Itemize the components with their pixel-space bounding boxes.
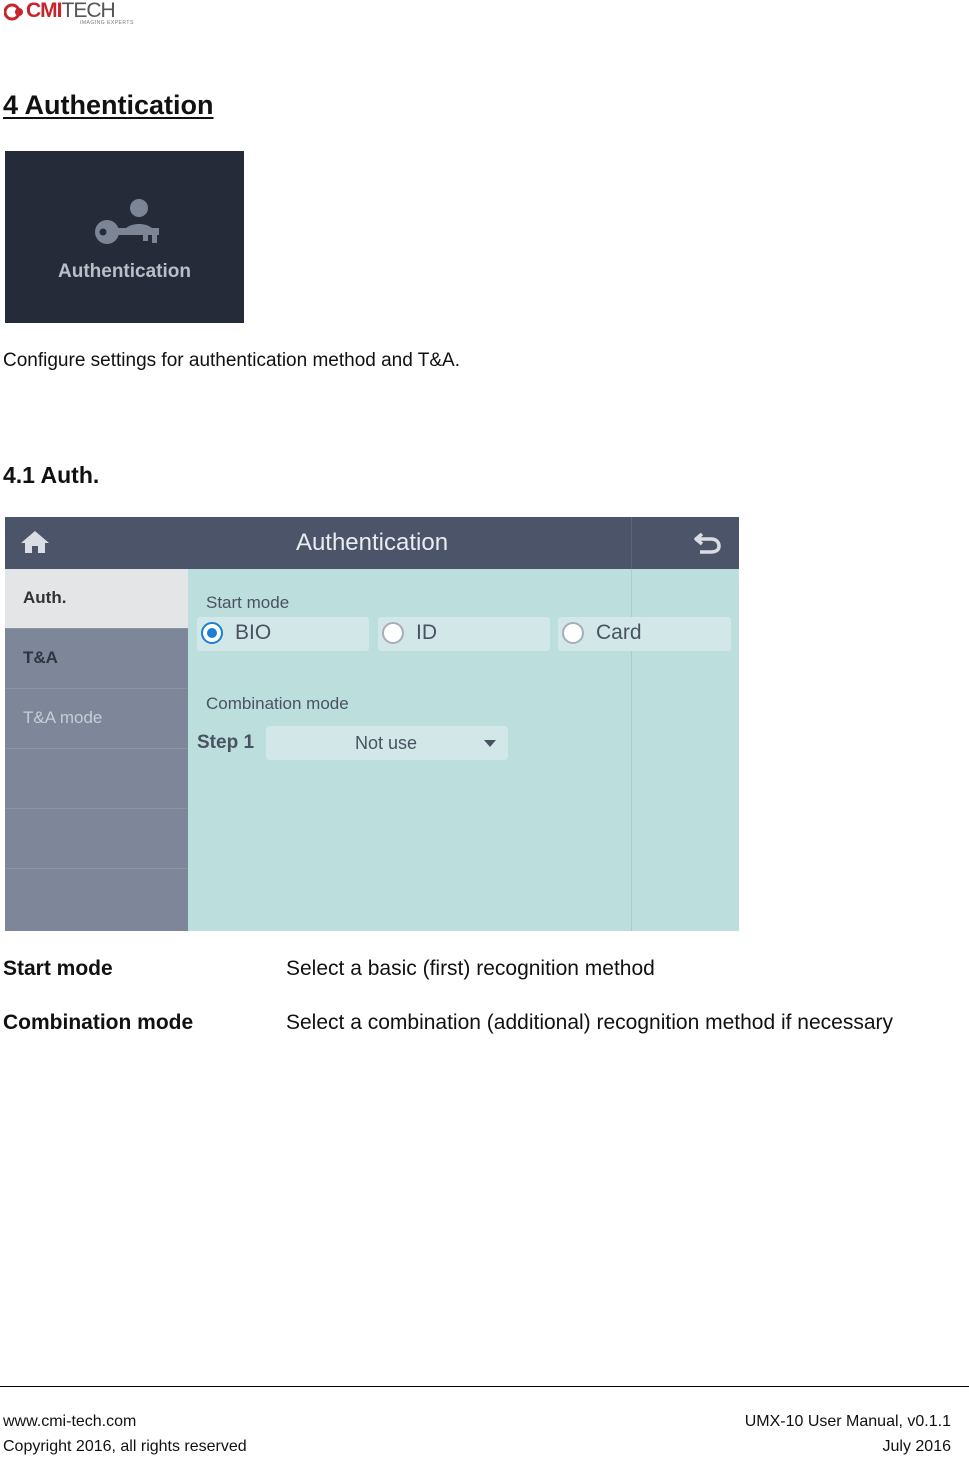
- logo-text-main: CMI: [26, 0, 62, 22]
- start-mode-id-radio[interactable]: [378, 617, 550, 651]
- sidebar-item-auth[interactable]: [5, 569, 188, 629]
- logo-text-rest: TECH: [61, 0, 115, 22]
- authentication-tile-label: Authentication: [58, 261, 191, 282]
- footer-website: www.cmi-tech.com: [3, 1413, 137, 1430]
- title-divider: [631, 517, 632, 569]
- company-logo: [4, 0, 134, 28]
- radio-label: BIO: [235, 621, 272, 644]
- section-heading: 4 Authentication: [3, 90, 214, 120]
- auth-screen: [5, 517, 739, 931]
- definition-description: Select a basic (first) recognition method: [286, 957, 655, 980]
- radio-label: ID: [416, 621, 437, 644]
- sidebar-item-empty: [5, 809, 188, 869]
- back-arrow-icon[interactable]: [693, 529, 723, 555]
- sidebar-item-ta[interactable]: [5, 629, 188, 689]
- sidebar-item-ta-mode[interactable]: [5, 689, 188, 749]
- radio-unselected-icon: [562, 622, 584, 644]
- sidebar-item-empty: [5, 749, 188, 809]
- definition-description: Select a combination (additional) recognition method if necessary: [286, 1011, 894, 1034]
- radio-selected-icon: [201, 622, 223, 644]
- start-mode-label: Start mode: [206, 593, 290, 612]
- sidebar: [5, 569, 188, 931]
- radio-label: Card: [596, 621, 642, 644]
- definition-term: Start mode: [3, 957, 113, 980]
- logo-tagline: IMAGING EXPERTS: [80, 20, 134, 26]
- footer-copyright: Copyright 2016, all rights reserved: [3, 1438, 247, 1455]
- footer-manual-version: UMX-10 User Manual, v0.1.1: [744, 1413, 951, 1430]
- title-bar: [5, 517, 739, 569]
- step1-select[interactable]: [266, 726, 508, 760]
- radio-unselected-icon: [382, 622, 404, 644]
- dropdown-arrow-icon: [484, 740, 496, 747]
- step-label: Step 1: [197, 732, 255, 753]
- start-mode-card-radio[interactable]: [558, 617, 731, 651]
- sidebar-item-label: T&A mode: [23, 708, 103, 727]
- sidebar-item-label: T&A: [23, 648, 58, 667]
- start-mode-bio-radio[interactable]: [197, 617, 369, 651]
- sidebar-item-label: Auth.: [23, 588, 67, 607]
- definition-term: Combination mode: [3, 1011, 194, 1034]
- step1-select-value: Not use: [354, 733, 418, 753]
- sidebar-item-empty: [5, 869, 188, 928]
- combination-mode-label: Combination mode: [206, 694, 349, 713]
- section-description: Configure settings for authentication method and T&A.: [3, 350, 460, 371]
- authentication-tile: [5, 151, 244, 323]
- footer-date: July 2016: [882, 1438, 951, 1455]
- subsection-heading: 4.1 Auth.: [3, 462, 100, 488]
- logo-mark-icon: [4, 2, 26, 22]
- screen-title: Authentication: [295, 529, 449, 556]
- key-user-icon: [93, 195, 163, 247]
- footer-divider: [0, 1386, 969, 1387]
